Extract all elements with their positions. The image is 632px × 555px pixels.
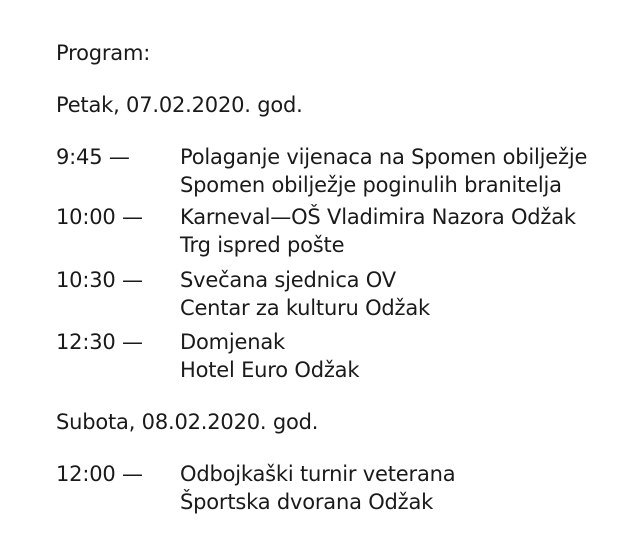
event-description [180, 266, 430, 322]
event-location: Spomen obilježje poginulih branitelja [180, 173, 562, 197]
event-title: Karneval—OŠ Vladimira Nazora Odžak [180, 205, 576, 229]
event-description [180, 460, 455, 516]
event-location: Trg ispred pošte [180, 233, 345, 257]
event-description [180, 328, 359, 384]
event-time: 12:30 — [56, 330, 143, 354]
event-title: Odbojkaški turnir veterana [180, 462, 456, 486]
event-location: Centar za kulturu Odžak [180, 296, 431, 320]
day-heading-saturday: Subota, 08.02.2020. god. [56, 410, 319, 434]
day-heading-friday: Petak, 07.02.2020. god. [56, 93, 303, 117]
event-title: Domjenak [180, 330, 285, 354]
event-title: Polaganje vijenaca na Spomen obilježje [180, 145, 588, 169]
event-location: Športska dvorana Odžak [180, 490, 434, 514]
event-description [180, 143, 587, 199]
event-time: 10:00 — [56, 205, 143, 229]
program-label: Program: [56, 41, 151, 65]
event-description [180, 203, 576, 259]
event-time: 9:45 — [56, 145, 130, 169]
event-time: 10:30 — [56, 268, 143, 292]
event-title: Svečana sjednica OV [180, 268, 396, 292]
event-location: Hotel Euro Odžak [180, 358, 360, 382]
event-time: 12:00 — [56, 462, 143, 486]
